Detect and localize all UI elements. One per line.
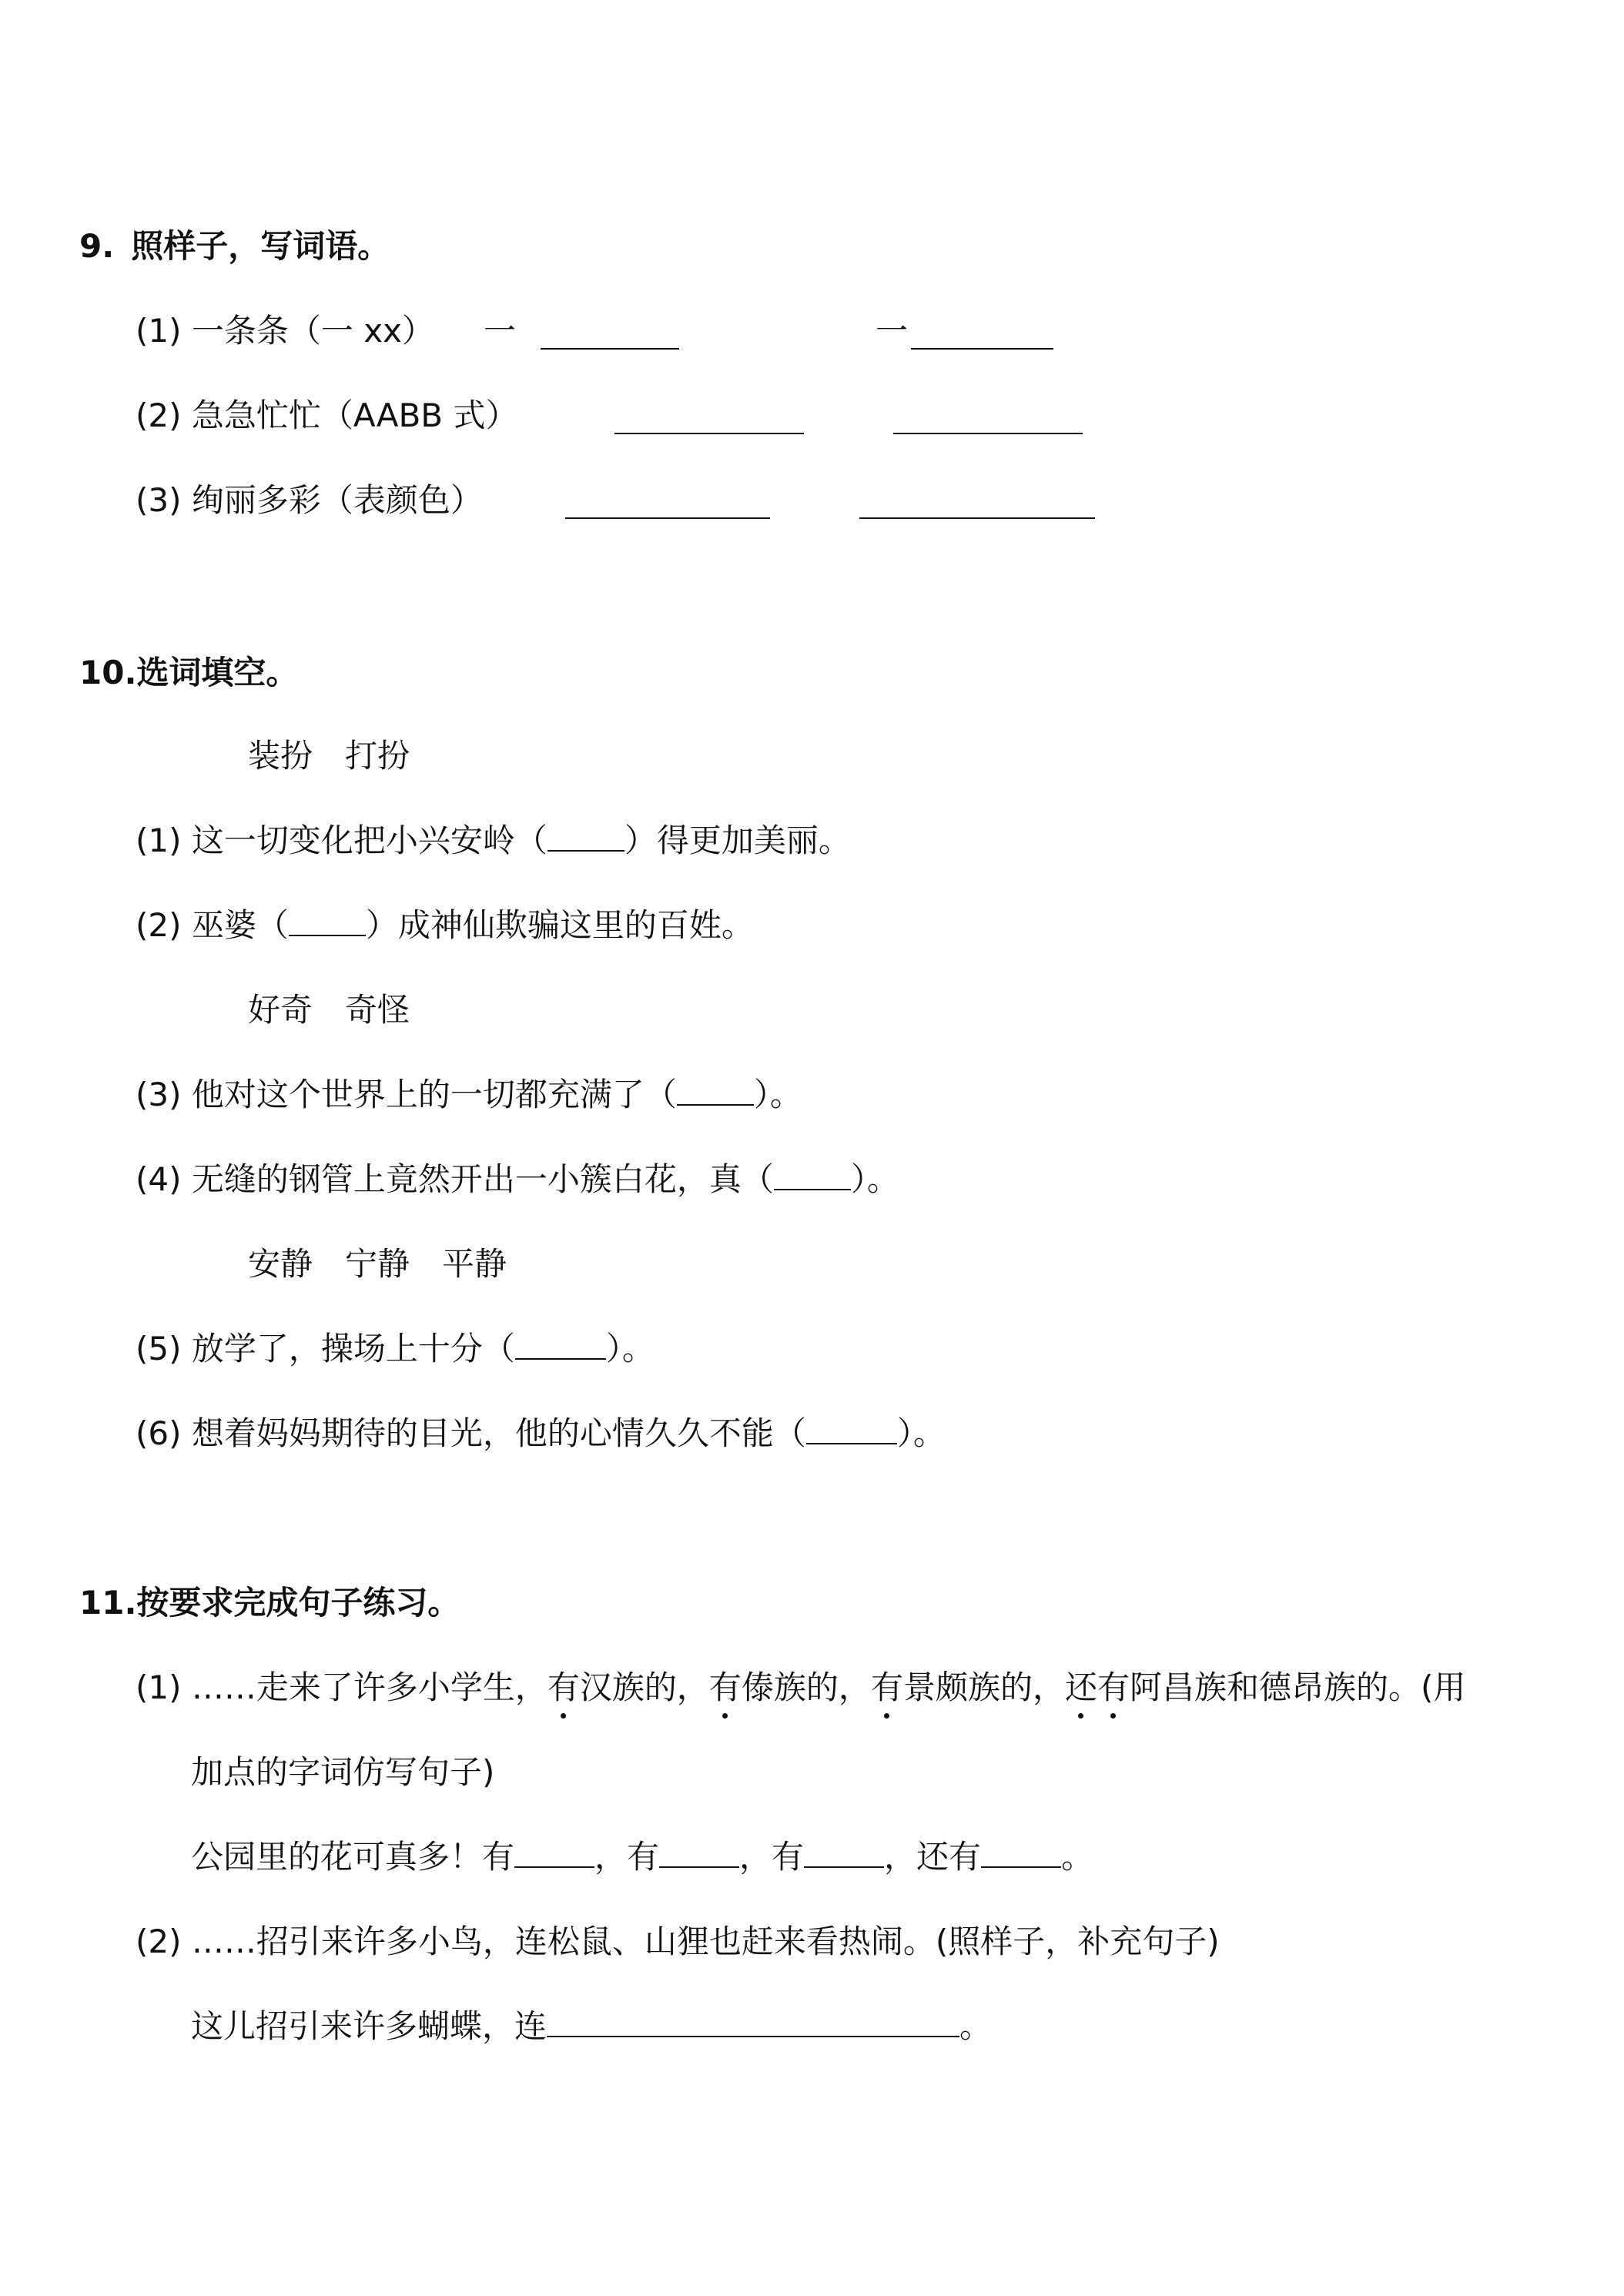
q11-item-1-exercise [191, 1834, 1093, 1880]
q11-item-1-answer-2[interactable] [659, 1834, 739, 1868]
q10-item-4-label: (4) [136, 1160, 182, 1198]
q10-item-6-text-after: ）。 [896, 1414, 946, 1452]
q11-item-2-text: ……招引来许多小鸟，连松鼠、山狸也赶来看热闹。(照样子，补充句子) [191, 1923, 1220, 1960]
q10-item-1 [136, 818, 851, 864]
q10-item-5-text-before: 放学了，操场上十分（ [191, 1330, 515, 1367]
q11-item-1-dotted-char-4: 还 [1065, 1665, 1097, 1711]
q10-item-1-answer[interactable] [547, 818, 624, 852]
q9-item-2 [136, 393, 517, 439]
q9-item-2-label: (2) [136, 397, 182, 434]
q10-item-2-text-after: ）成神仙欺骗这里的百姓。 [365, 906, 754, 944]
q11-item-1-dotted-char-3: 有 [871, 1665, 903, 1711]
q9-heading [79, 223, 390, 269]
q10-item-6 [136, 1411, 946, 1457]
q10-item-2-answer[interactable] [289, 902, 366, 936]
q10-heading [79, 650, 298, 696]
q10-number: 10. [79, 654, 137, 691]
q10-item-3 [136, 1072, 802, 1118]
q10-title: 选词填空。 [136, 654, 299, 691]
q9-title: 照样子，写词语。 [131, 227, 390, 265]
q11-item-2-exercise-start: 这儿招引来许多蝴蝶，连 [191, 2007, 547, 2045]
q11-item-2-exercise [191, 2003, 992, 2050]
q11-item-1-text-2: 汉族的， [579, 1668, 709, 1706]
q10-item-3-text-before: 他对这个世界上的一切都充满了（ [191, 1076, 677, 1113]
q10-item-5-text-after: ）。 [605, 1330, 655, 1367]
q10-item-1-text-before: 这一切变化把小兴安岭（ [191, 822, 547, 859]
q11-item-1-text-1: ……走来了许多小学生， [191, 1668, 547, 1706]
q11-item-1-dotted-char-5: 有 [1097, 1665, 1130, 1711]
q11-item-1-exercise-sep-2: ，有 [739, 1838, 805, 1876]
q11-number: 11. [79, 1584, 137, 1622]
q11-item-1-exercise-sep-1: ，有 [594, 1838, 660, 1876]
q11-item-1-text-4: 景颇族的， [902, 1668, 1065, 1706]
q10-item-5-answer[interactable] [515, 1326, 606, 1360]
q9-number: 9. [79, 227, 115, 265]
q9-item-3-label: (3) [136, 481, 182, 519]
q11-item-2-label: (2) [136, 1923, 182, 1960]
q10-item-2-text-before: 巫婆（ [191, 906, 289, 944]
q10-word-group-1: 装扮 打扮 [248, 737, 410, 775]
q10-item-4-answer[interactable] [774, 1156, 851, 1190]
q9-item-1-answer-1[interactable] [541, 316, 679, 350]
q10-item-4-text-before: 无缝的钢管上竟然开出一小簇白花，真（ [191, 1160, 774, 1198]
q10-item-1-text-after: ）得更加美丽。 [624, 822, 851, 859]
q11-item-2-answer[interactable] [547, 2003, 959, 2037]
q10-item-4 [136, 1156, 899, 1203]
q11-item-1-continuation: 加点的字词仿写句子) [191, 1753, 495, 1791]
q10-item-4-text-after: ）。 [850, 1160, 899, 1198]
q11-item-1-text-3: 傣族的， [741, 1668, 871, 1706]
q11-heading [79, 1580, 460, 1626]
q10-item-2-label: (2) [136, 906, 182, 944]
q9-item-1-prefix-2: 一 [876, 312, 909, 350]
q9-item-3 [136, 477, 483, 524]
q9-item-2-text: 急急忙忙（AABB 式） [191, 397, 518, 434]
q10-item-6-text-before: 想着妈妈期待的目光，他的心情久久不能（ [191, 1414, 806, 1452]
q9-item-1-answer-2[interactable] [911, 316, 1053, 350]
q11-item-1-exercise-last: ，还有 [884, 1838, 982, 1876]
q11-item-1-text-5: 阿昌族和德昂族的。(用 [1130, 1668, 1466, 1706]
q11-item-1-exercise-start: 公园里的花可真多！有 [191, 1838, 515, 1876]
q11-item-1-dotted-char-1: 有 [547, 1665, 580, 1711]
q11-item-1-label: (1) [136, 1668, 182, 1706]
q10-word-group-3: 安静 宁静 平静 [248, 1245, 507, 1283]
q9-item-3-answer-1[interactable] [565, 485, 770, 519]
q11-item-1-answer-4[interactable] [981, 1834, 1061, 1868]
q10-item-3-label: (3) [136, 1076, 182, 1113]
q10-item-6-label: (6) [136, 1414, 182, 1452]
q11-item-1-exercise-end: 。 [1061, 1838, 1094, 1876]
q9-item-2-answer-2[interactable] [893, 400, 1083, 434]
q10-item-5-label: (5) [136, 1330, 182, 1367]
q9-item-1-prefix-1: 一 [484, 312, 517, 350]
q9-item-3-answer-2[interactable] [859, 485, 1095, 519]
q10-item-6-answer[interactable] [806, 1411, 897, 1444]
q9-item-2-answer-1[interactable] [614, 400, 804, 434]
q10-item-3-answer[interactable] [677, 1072, 754, 1106]
q11-item-1-dotted-char-2: 有 [709, 1665, 742, 1711]
q11-title: 按要求完成句子练习。 [136, 1584, 460, 1622]
q9-item-1-label: (1) [136, 312, 182, 350]
q9-item-3-text: 绚丽多彩（表颜色） [191, 481, 483, 519]
q9-item-1-text: 一条条（一 xx） [191, 312, 434, 350]
q11-item-1-answer-1[interactable] [514, 1834, 594, 1868]
q11-item-1-answer-3[interactable] [804, 1834, 884, 1868]
q11-item-2 [136, 1919, 1220, 1965]
q10-item-1-label: (1) [136, 822, 182, 859]
q10-item-3-text-after: ）。 [753, 1076, 802, 1113]
q10-word-group-2: 好奇 奇怪 [248, 991, 410, 1029]
q10-item-5 [136, 1326, 655, 1372]
q10-item-2 [136, 902, 754, 949]
q11-item-1 [136, 1665, 1465, 1711]
q11-item-2-exercise-end: 。 [959, 2007, 993, 2045]
q9-item-1 [136, 308, 434, 354]
